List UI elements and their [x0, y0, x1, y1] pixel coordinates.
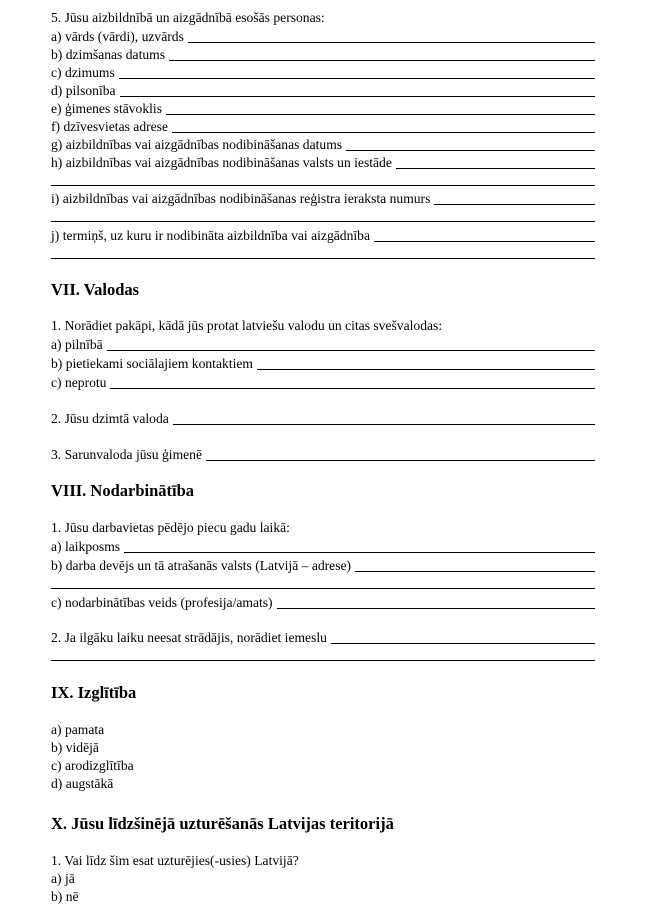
label-birth-date: b) dzimšanas datums — [51, 47, 166, 62]
education-option-secondary[interactable]: b) vidējā — [51, 740, 99, 755]
label-language-full: a) pilnībā — [51, 337, 103, 352]
input-language-full[interactable] — [107, 350, 595, 351]
input-language-social[interactable] — [257, 369, 595, 370]
row-occupation — [51, 593, 595, 611]
label-guardianship-country: h) aizbildnības vai aizgādnības nodibināšanas valsts un iestāde — [51, 155, 392, 170]
label-gender: c) dzimums — [51, 65, 115, 80]
row-period — [51, 537, 595, 555]
input-family-language[interactable] — [206, 460, 595, 461]
input-citizenship[interactable] — [120, 96, 595, 97]
input-unemployment-reason[interactable] — [331, 643, 595, 644]
input-name[interactable] — [188, 42, 595, 43]
row-marital-status — [51, 99, 595, 117]
row-language-social — [51, 354, 595, 372]
row-citizenship — [51, 81, 595, 99]
label-marital-status: e) ģimenes stāvoklis — [51, 101, 162, 116]
input-occupation[interactable] — [277, 608, 595, 609]
row-guardianship-date — [51, 135, 595, 153]
input-guardianship-date[interactable] — [346, 150, 595, 151]
section5-title: 5. Jūsu aizbildnībā un aizgādnībā esošās personas: — [51, 10, 325, 25]
input-period[interactable] — [124, 552, 595, 553]
input-registry-number[interactable] — [434, 204, 595, 205]
row-language-none — [51, 373, 595, 391]
education-option-basic[interactable]: a) pamata — [51, 722, 105, 737]
row-native-language — [51, 409, 595, 427]
row-birth-date — [51, 45, 595, 63]
label-unemployment-reason: 2. Ja ilgāku laiku neesat strādājis, norādiet iemeslu — [51, 630, 327, 645]
heading-residence: X. Jūsu līdzšinējā uzturēšanās Latvijas teritorijā — [51, 814, 394, 833]
row-language-full — [51, 335, 595, 353]
input-native-language[interactable] — [173, 424, 595, 425]
row-family-language — [51, 445, 595, 463]
input-unemployment-reason-cont[interactable] — [51, 660, 595, 661]
label-language-none: c) neprotu — [51, 375, 107, 390]
input-address[interactable] — [172, 132, 595, 133]
employment-question-1: 1. Jūsu darbavietas pēdējo piecu gadu laikā: — [51, 520, 290, 535]
label-language-social: b) pietiekami sociālajiem kontaktiem — [51, 356, 253, 371]
label-guardianship-date: g) aizbildnības vai aizgādnības nodibināšanas datums — [51, 137, 343, 152]
row-registry-number — [51, 189, 595, 207]
label-family-language: 3. Sarunvaloda jūsu ģimenē — [51, 447, 203, 462]
residence-option-yes[interactable]: a) jā — [51, 871, 75, 886]
label-native-language: 2. Jūsu dzimtā valoda — [51, 411, 169, 426]
input-term[interactable] — [374, 241, 595, 242]
label-period: a) laikposms — [51, 539, 121, 554]
residence-question-1: 1. Vai līdz šim esat uzturējies(-usies) Latvijā? — [51, 853, 299, 868]
education-option-vocational[interactable]: c) arodizglītība — [51, 758, 134, 773]
row-term — [51, 226, 595, 244]
heading-employment: VIII. Nodarbinātība — [51, 481, 195, 500]
heading-languages: VII. Valodas — [51, 280, 140, 299]
input-guardianship-country-cont[interactable] — [51, 185, 595, 186]
heading-education: IX. Izglītība — [51, 683, 137, 702]
row-name — [51, 27, 595, 45]
input-birth-date[interactable] — [169, 60, 595, 61]
input-gender[interactable] — [119, 78, 595, 79]
label-employer: b) darba devējs un tā atrašanās valsts (Latvijā – adrese) — [51, 558, 352, 573]
row-guardianship-country — [51, 153, 595, 171]
label-citizenship: d) pilsonība — [51, 83, 116, 98]
row-employer — [51, 556, 595, 574]
label-address: f) dzīvesvietas adrese — [51, 119, 169, 134]
label-occupation: c) nodarbinātības veids (profesija/amats) — [51, 595, 273, 610]
row-address — [51, 117, 595, 135]
input-marital-status[interactable] — [166, 114, 595, 115]
input-term-cont[interactable] — [51, 258, 595, 259]
education-option-higher[interactable]: d) augstākā — [51, 776, 114, 791]
label-name: a) vārds (vārdi), uzvārds — [51, 29, 184, 44]
input-guardianship-country[interactable] — [396, 168, 595, 169]
input-employer[interactable] — [355, 571, 595, 572]
languages-question-1: 1. Norādiet pakāpi, kādā jūs protat latviešu valodu un citas svešvalodas: — [51, 318, 443, 333]
input-language-none[interactable] — [110, 388, 595, 389]
label-term: j) termiņš, uz kuru ir nodibināta aizbildnība vai aizgādnība — [51, 228, 370, 243]
label-registry-number: i) aizbildnības vai aizgādnības nodibināšanas reģistra ieraksta numurs — [51, 191, 431, 206]
residence-option-no[interactable]: b) nē — [51, 889, 79, 904]
input-registry-number-cont[interactable] — [51, 221, 595, 222]
input-employer-cont[interactable] — [51, 588, 595, 589]
row-gender — [51, 63, 595, 81]
row-unemployment-reason — [51, 628, 595, 646]
